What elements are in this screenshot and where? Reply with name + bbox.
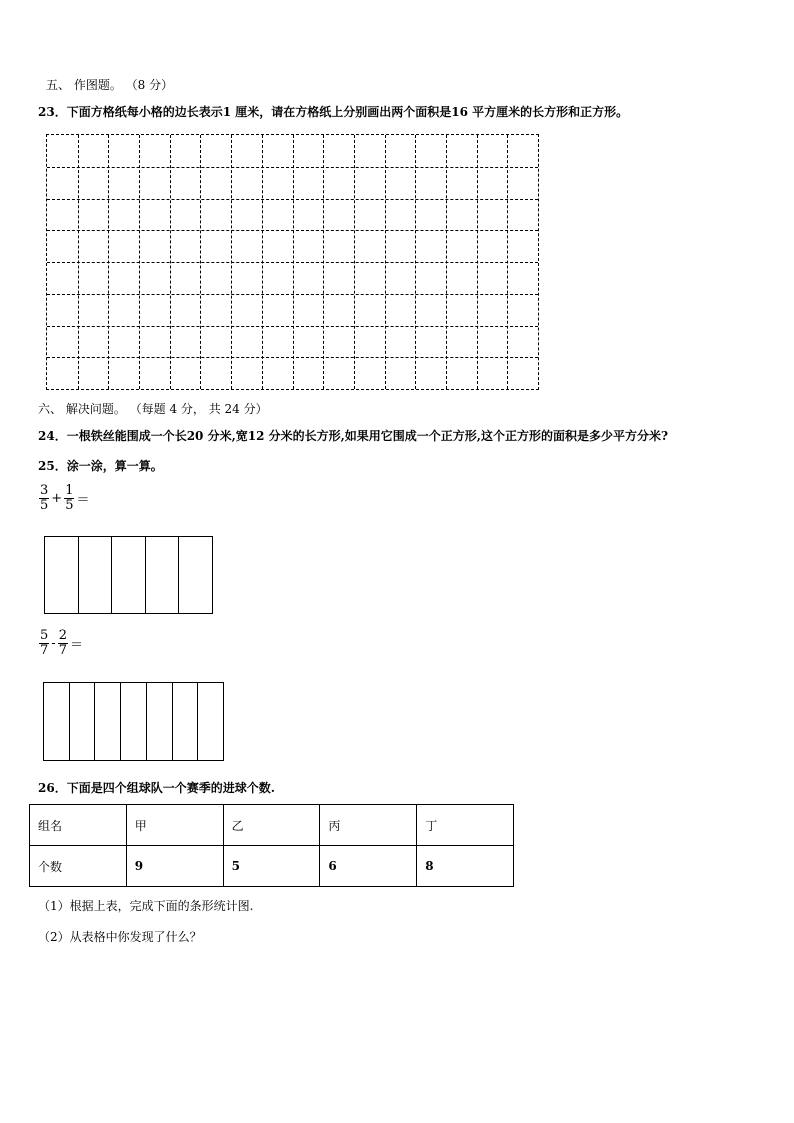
seventh-cell (44, 683, 70, 760)
denominator: 7 (58, 643, 67, 658)
sevenths-rectangle (43, 682, 224, 761)
table-cell: 丙 (320, 805, 417, 846)
question-26: 26．下面是四个组球队一个赛季的进球个数. (38, 781, 275, 795)
fraction-1-5 (64, 484, 74, 513)
sub-question-1: （1）根据上表，完成下面的条形统计图. (38, 899, 254, 913)
fifth-cell (45, 537, 79, 613)
denominator: 5 (65, 498, 74, 513)
fraction-5-7 (39, 629, 49, 658)
section-five-heading: 五、 作图题。 （8 分） (46, 78, 174, 92)
grid-line-horizontal (47, 199, 538, 200)
fraction-3-5 (39, 484, 49, 513)
table-row (30, 846, 514, 887)
fifth-cell (179, 537, 212, 613)
goals-table (29, 804, 514, 887)
fifth-cell (146, 537, 180, 613)
seventh-cell (121, 683, 147, 760)
minus-sign: - (51, 636, 56, 651)
plus-sign: + (51, 491, 63, 506)
grid-line-horizontal (47, 230, 538, 231)
table-cell: 甲 (126, 805, 223, 846)
table-cell: 5 (223, 846, 320, 887)
sub-question-2: （2）从表格中你发现了什么？ (38, 930, 202, 944)
seventh-cell (95, 683, 121, 760)
denominator: 7 (40, 643, 49, 658)
table-header-row (30, 805, 514, 846)
grid-line-horizontal (47, 294, 538, 295)
numerator: 1 (65, 483, 74, 498)
fraction-expression-2 (38, 629, 84, 658)
fifth-cell (79, 537, 113, 613)
grid-line-horizontal (47, 167, 538, 168)
seventh-cell (70, 683, 96, 760)
question-23: 23．下面方格纸每小格的边长表示1 厘米，请在方格纸上分别画出两个面积是16 平方厘米的长方形和正方形。 (38, 105, 629, 119)
grid-line-horizontal (47, 262, 538, 263)
seventh-cell (173, 683, 199, 760)
fifth-cell (112, 537, 146, 613)
equals-sign: ＝ (69, 638, 83, 653)
table-cell: 个数 (30, 846, 127, 887)
grid-line-horizontal (47, 357, 538, 358)
table-cell: 9 (126, 846, 223, 887)
equals-sign: ＝ (76, 493, 90, 508)
table-cell: 丁 (417, 805, 514, 846)
fraction-expression-1 (38, 484, 90, 513)
denominator: 5 (40, 498, 49, 513)
seventh-cell (198, 683, 223, 760)
numerator: 2 (58, 628, 67, 643)
numerator: 5 (40, 628, 49, 643)
table-cell: 6 (320, 846, 417, 887)
table-cell: 组名 (30, 805, 127, 846)
table-cell: 乙 (223, 805, 320, 846)
section-six-heading: 六、 解决问题。 （每题 4 分， 共 24 分） (38, 402, 268, 416)
grid-line-horizontal (47, 326, 538, 327)
table-cell: 8 (417, 846, 514, 887)
question-24: 24．一根铁丝能围成一个长20 分米,宽12 分米的长方形,如果用它围成一个正方形,这个正方形的面积是多少平方分米? (38, 429, 669, 443)
seventh-cell (147, 683, 173, 760)
fraction-2-7 (58, 629, 68, 658)
numerator: 3 (40, 483, 49, 498)
fifths-rectangle (44, 536, 213, 614)
question-25: 25．涂一涂，算一算。 (38, 459, 163, 473)
dashed-grid-paper (46, 134, 539, 390)
